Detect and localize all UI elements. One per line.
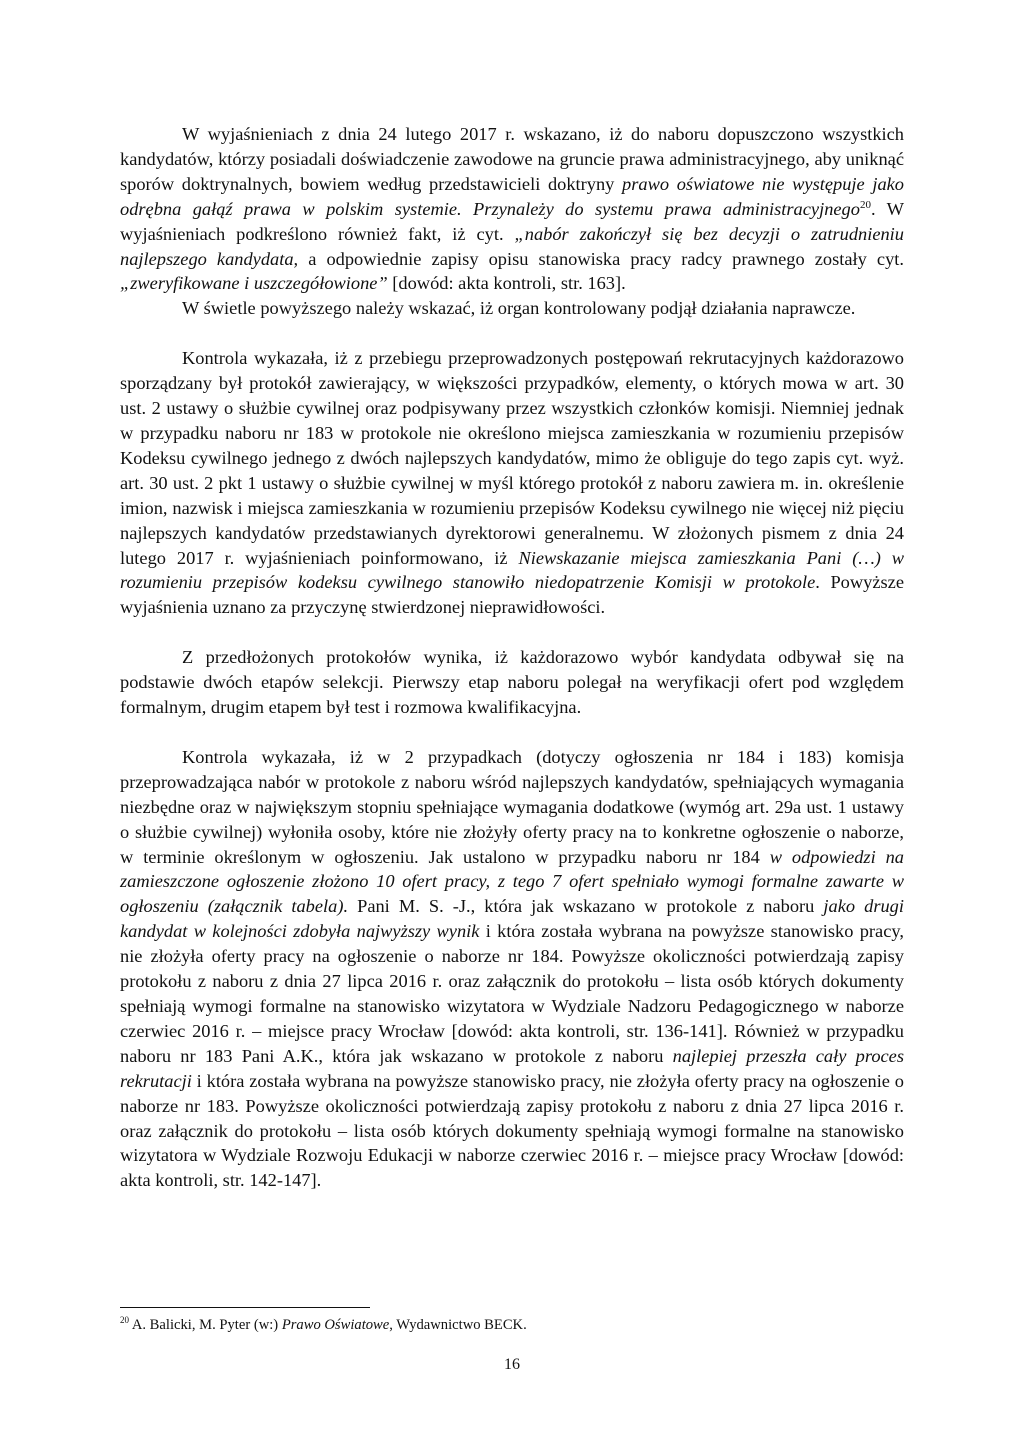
italic-quote: Niewskazanie miejsca zamieszkania Pani (…) w rozumieniu przepisów kodeksu cywilnego stanowiło niedopatrzenie Komisji w protokole — [120, 547, 904, 593]
text: Kontrola wykazała, iż z przebiegu przeprowadzonych postępowań rekrutacyjnych każdorazowo sporządzany był protokół zawierający, w większości przypadków, elementy, o których mowa w art. 30 ust. 2 ustawy o służbie cywilnej oraz podpisywany przez wszystkich członków komisji. Niemniej jednak w przypadku naboru nr 183 w protokole nie określono miejsca zamieszkania w rozumieniu przepisów Kodeksu cywilnego jednego z dwóch najlepszych kandydatów, mimo że obliguje do tego zapis cyt. wyż. art. 30 ust. 2 pkt 1 ustawy o służbie cywilnej w myśl którego protokół z naboru zawiera m. in. określenie imion, nazwisk i miejsca zamieszkania w rozumieniu przepisów Kodeksu cywilnego nie więcej niż pięciu najlepszych kandydatów przedstawianych dyrektorowi generalnemu. W złożonych pismem z dnia 24 lutego 2017 r. wyjaśnieniach poinformowano, iż — [120, 348, 904, 568]
footnote — [120, 1316, 904, 1334]
italic-quote: „zweryfikowane i uszczegółowione” — [120, 273, 388, 294]
italic-quote: jako drugi kandydat w kolejności zdobyła najwyższy wynik — [120, 896, 904, 942]
text: Kontrola wykazała, iż w 2 przypadkach (dotyczy ogłoszenia nr 184 i 183) komisja przeprowadzająca nabór w protokole z naboru wśród najlepszych kandydatów, spełniających wymagania niezbędne oraz w największym stopniu spełniające wymagania dodatkowe (wymóg art. 29a ust. 1 ustawy o służbie cywilnej) wyłoniła osoby, które nie złożyły oferty pracy na to konkretne ogłoszenie o naborze, w terminie określonym w ogłoszeniu. Jak ustalono w przypadku naboru nr 184 — [120, 746, 904, 867]
footnote-text: A. Balicki, M. Pyter (w:) — [129, 1317, 282, 1333]
paragraph-explanations — [120, 122, 904, 296]
text: i która została wybrana na powyższe stanowisko pracy, nie złożyła oferty pracy na ogłoszenie o naborze nr 183. Powyższe okoliczności potwierdzają zapisy protokołu z naboru z dnia 27 lipca 2016 r. oraz załącznik do protokołu – lista osób których dokumenty spełniają wymogi formalne na stanowisko wizytatora w Wydziale Rozwoju Edukacji w naborze czerwiec 2016 r. – miejsce pracy Wrocław [dowód: akta kontroli, str. 142-147]. — [120, 1070, 904, 1191]
paragraph-selection-stages: Z przedłożonych protokołów wynika, iż każdorazowo wybór kandydata odbywał się na podstawie dwóch etapów selekcji. Pierwszy etap naboru polegał na weryfikacji ofert pod względem formalnym, drugim etapem był test i rozmowa kwalifikacyjna. — [120, 647, 904, 718]
text: . Powyższe wyjaśnienia uznano za przyczynę stwierdzonej nieprawidłowości. — [120, 572, 904, 618]
italic-quote: prawo oświatowe nie występuje jako odrębna gałąź prawa w polskim systemie. Przynależy do systemu prawa administracyjnego — [120, 173, 904, 219]
footnote-number: 20 — [120, 1315, 129, 1326]
page-number: 16 — [504, 1356, 520, 1373]
text: [dowód: akta kontroli, str. 163]. — [387, 273, 626, 294]
text: a odpowiednie zapisy opisu stanowiska pracy radcy prawnego zostały cyt. — [298, 248, 905, 269]
italic-quote: „nabór zakończył się bez decyzji o zatrudnieniu najlepszego kandydata, — [120, 223, 904, 269]
footnote-separator — [120, 1307, 370, 1308]
text: W wyjaśnieniach z dnia 24 lutego 2017 r. wskazano, iż do naboru dopuszczono wszystkich kandydatów, którzy posiadali doświadczenie zawodowe na gruncie prawa administracyjnego, aby uniknąć sporów doktrynalnych, bowiem według przedstawicieli doktryny — [120, 124, 904, 194]
text: . W wyjaśnieniach podkreślono również fakt, iż cyt. — [120, 198, 904, 244]
paragraph-protocol-findings — [120, 346, 904, 620]
footnote-reference[interactable]: 20 — [859, 198, 871, 211]
italic-quote: najlepiej przeszła cały proces rekrutacji — [120, 1045, 904, 1091]
footnote-title: Prawo Oświatowe — [281, 1317, 390, 1333]
text: i która została wybrana na powyższe stanowisko pracy, nie złożyła oferty pracy na ogłoszenie o naborze nr 184. Powyższe okoliczności potwierdzają zapisy protokołu z naboru z dnia 27 lipca 2016 r. oraz załącznik do protokołu – lista osób których dokumenty spełniają wymogi formalne na stanowisko wizytatora w Wydziale Nadzoru Pedagogicznego w naborze czerwiec 2016 r. – miejsce pracy Wrocław [dowód: akta kontroli, str. 136-141]. Również w przypadku naboru nr 183 Pani A.K., która jak wskazano w protokole z naboru — [120, 921, 904, 1066]
footnote-text: , Wydawnictwo BECK. — [389, 1317, 527, 1333]
document-body — [120, 122, 904, 1193]
paragraph-recruitment-cases — [120, 745, 904, 1193]
text: Pani M. S. -J., która jak wskazano w protokole z naboru — [348, 896, 824, 917]
paragraph-remedial-actions: W świetle powyższego należy wskazać, iż organ kontrolowany podjął działania naprawcze. — [182, 298, 856, 319]
italic-quote: w odpowiedzi na zamieszczone ogłoszenie złożono 10 ofert pracy, z tego 7 ofert spełniało wymogi formalne zawarte w ogłoszeniu (załącznik tabela). — [120, 846, 904, 917]
